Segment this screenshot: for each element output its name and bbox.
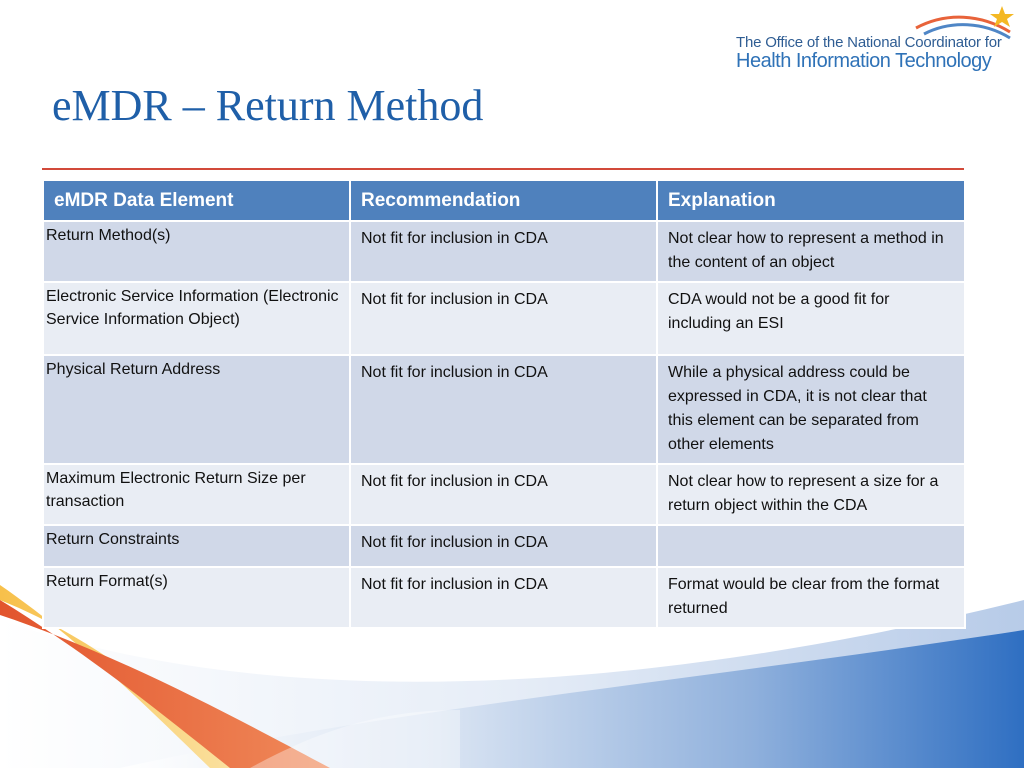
table-row	[43, 282, 965, 355]
onc-logo	[736, 6, 1018, 76]
cell-data-element: Physical Return Address	[43, 355, 350, 464]
cell-recommendation: Not fit for inclusion in CDA	[350, 221, 657, 282]
cell-data-element: Maximum Electronic Return Size per transaction	[43, 464, 350, 525]
cell-explanation	[657, 525, 965, 567]
cell-explanation: Format would be clear from the format returned	[657, 567, 965, 628]
table-row	[43, 525, 965, 567]
cell-recommendation: Not fit for inclusion in CDA	[350, 355, 657, 464]
table-row	[43, 355, 965, 464]
recommendation-table-container	[42, 179, 964, 629]
cell-data-element: Return Method(s)	[43, 221, 350, 282]
cell-explanation: While a physical address could be expressed in CDA, it is not clear that this element can be separated from other elements	[657, 355, 965, 464]
cell-data-element: Electronic Service Information (Electronic Service Information Object)	[43, 282, 350, 355]
cell-data-element: Return Constraints	[43, 525, 350, 567]
column-header-recommendation: Recommendation	[350, 180, 657, 221]
table-row	[43, 464, 965, 525]
table-row	[43, 221, 965, 282]
logo-line-1: The Office of the National Coordinator for	[736, 34, 1002, 51]
cell-recommendation: Not fit for inclusion in CDA	[350, 567, 657, 628]
logo-line-2: Health Information Technology	[736, 50, 992, 72]
table-header-row	[43, 180, 965, 221]
table-row	[43, 567, 965, 628]
cell-recommendation: Not fit for inclusion in CDA	[350, 525, 657, 567]
cell-recommendation: Not fit for inclusion in CDA	[350, 282, 657, 355]
column-header-explanation: Explanation	[657, 180, 965, 221]
cell-data-element: Return Format(s)	[43, 567, 350, 628]
slide-title: eMDR – Return Method	[52, 81, 484, 130]
cell-explanation: Not clear how to represent a size for a return object within the CDA	[657, 464, 965, 525]
cell-recommendation: Not fit for inclusion in CDA	[350, 464, 657, 525]
cell-explanation: Not clear how to represent a method in the content of an object	[657, 221, 965, 282]
cell-explanation: CDA would not be a good fit for including an ESI	[657, 282, 965, 355]
recommendation-table	[42, 179, 966, 629]
title-divider	[42, 168, 964, 170]
column-header-data-element: eMDR Data Element	[43, 180, 350, 221]
